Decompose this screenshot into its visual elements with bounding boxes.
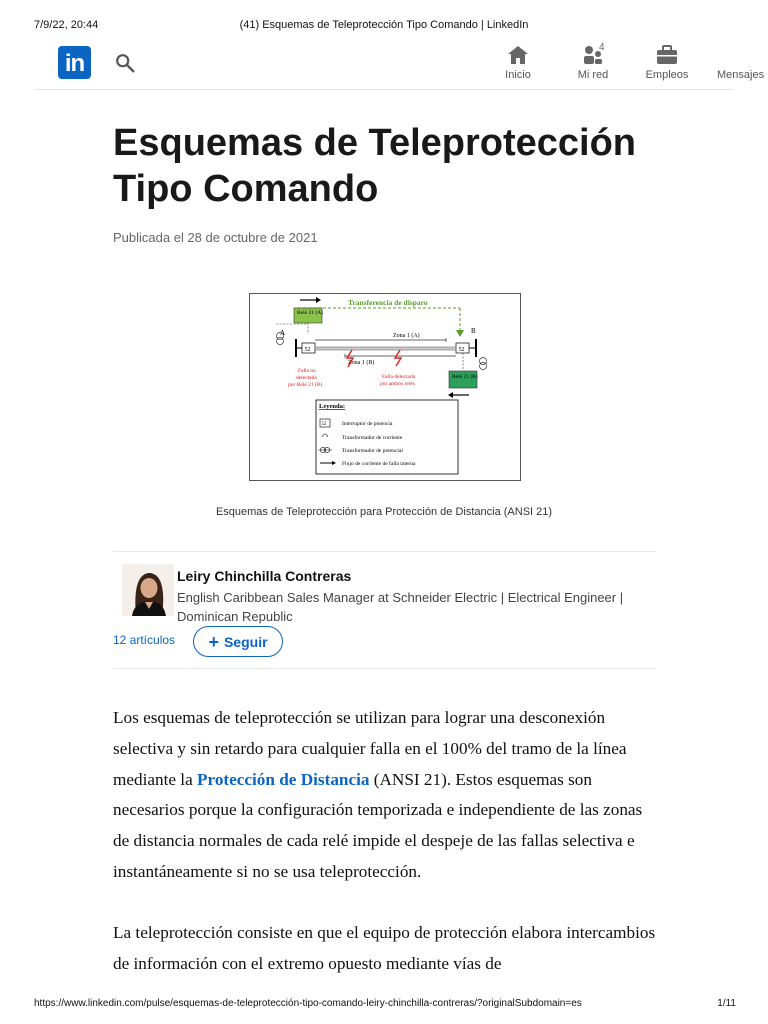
print-url: https://www.linkedin.com/pulse/esquemas-de-teleprotección-tipo-comando-leiry-chinchilla-contreras/?originalSubdomain=es <box>34 998 582 1009</box>
bus-a-label: A <box>280 329 286 337</box>
author-headline: English Caribbean Sales Manager at Schneider Electric | Electrical Engineer | Dominican Republic <box>177 590 624 624</box>
breaker-b-label: 52 <box>458 347 465 353</box>
transfer-trip-label: Transferencia de disparo <box>348 298 428 307</box>
search-icon[interactable] <box>114 52 136 74</box>
print-footer <box>0 994 768 1024</box>
figure-caption: Esquemas de Teleprotección para Protección de Distancia (ANSI 21) <box>215 506 553 518</box>
messaging-icon <box>717 44 734 66</box>
bus-b-label: B <box>471 327 476 335</box>
nav-network-label: Mi red <box>577 69 609 81</box>
print-page-number: 1/11 <box>717 998 736 1009</box>
print-page-title: (41) Esquemas de Teleprotección Tipo Comando | LinkedIn <box>239 19 529 31</box>
plus-icon: + <box>208 631 219 652</box>
follow-button-label: Seguir <box>223 633 268 650</box>
author-name[interactable]: Leiry Chinchilla Contreras <box>177 568 352 584</box>
relay-b-label: Relé 21 (B) <box>452 374 478 380</box>
distance-protection-link[interactable]: Protección de Distancia <box>197 769 370 789</box>
fault-left-label: Falla no detectada por Relé 21 (B) <box>288 368 323 388</box>
teleprotection-diagram <box>250 294 520 480</box>
print-datetime: 7/9/22, 20:44 <box>34 19 99 31</box>
briefcase-icon <box>655 44 679 66</box>
published-date: Publicada el 28 de octubre de 2021 <box>113 230 318 245</box>
legend-item-pt: Transformador de potencial <box>342 448 403 454</box>
legend-item-ct: Transformador de corriente <box>342 435 403 441</box>
author-articles-link[interactable]: 12 artículos <box>113 633 176 647</box>
home-icon <box>506 44 530 66</box>
nav-jobs-label: Empleos <box>645 69 689 81</box>
follow-button[interactable] <box>193 626 283 657</box>
nav-jobs[interactable] <box>635 44 699 81</box>
zone-b-label: Zona 1 (B) <box>348 360 375 366</box>
nav-home-label: Inicio <box>505 69 531 81</box>
paragraph-text: (ANSI 21). Estos esquemas son necesarios porque la configuración temporizada e independiente de las zonas de distancia normales de cada relé impide el despeje de las fallas selectiva e instantáneamente si no se usa teleprotección. <box>113 769 643 881</box>
legend-title: Leyenda: <box>319 403 345 410</box>
article-title: Esquemas de Teleprotección Tipo Comando <box>113 122 637 210</box>
print-header <box>0 0 768 31</box>
article-paragraph <box>113 703 658 888</box>
zone-a-label: Zona 1 (A) <box>393 333 420 339</box>
nav-messaging[interactable] <box>717 44 765 81</box>
paragraph-text: Los esquemas de teleprotección se utilizan para lograr una desconexión selectiva y sin retardo para cualquier falla en el 100% del tramo de la línea mediante la <box>113 708 627 789</box>
divider <box>113 551 656 552</box>
divider <box>113 668 656 669</box>
svg-text:52: 52 <box>321 422 327 427</box>
fault-center-label: Falla detectada por ambos relés <box>380 374 416 387</box>
legend-item-breaker: Interruptor de potencia <box>342 421 393 427</box>
article-figure[interactable] <box>249 293 521 481</box>
relay-a-label: Relé 21 (A) <box>297 310 323 316</box>
nav-messaging-label: Mensajes <box>717 69 765 81</box>
linkedin-logo[interactable]: in <box>58 46 91 79</box>
article-paragraph: La teleprotección consiste en que el equipo de protección elabora intercambios de información con el extremo opuesto mediante vías de <box>113 923 656 973</box>
nav-network[interactable] <box>561 44 625 81</box>
network-badge: 4 <box>599 42 605 53</box>
legend-item-current: Flujo de corriente de falla interna <box>342 461 416 467</box>
breaker-a-label: 52 <box>304 347 311 353</box>
nav-home[interactable] <box>486 44 550 81</box>
author-avatar[interactable] <box>122 564 174 616</box>
top-navbar <box>34 36 765 90</box>
